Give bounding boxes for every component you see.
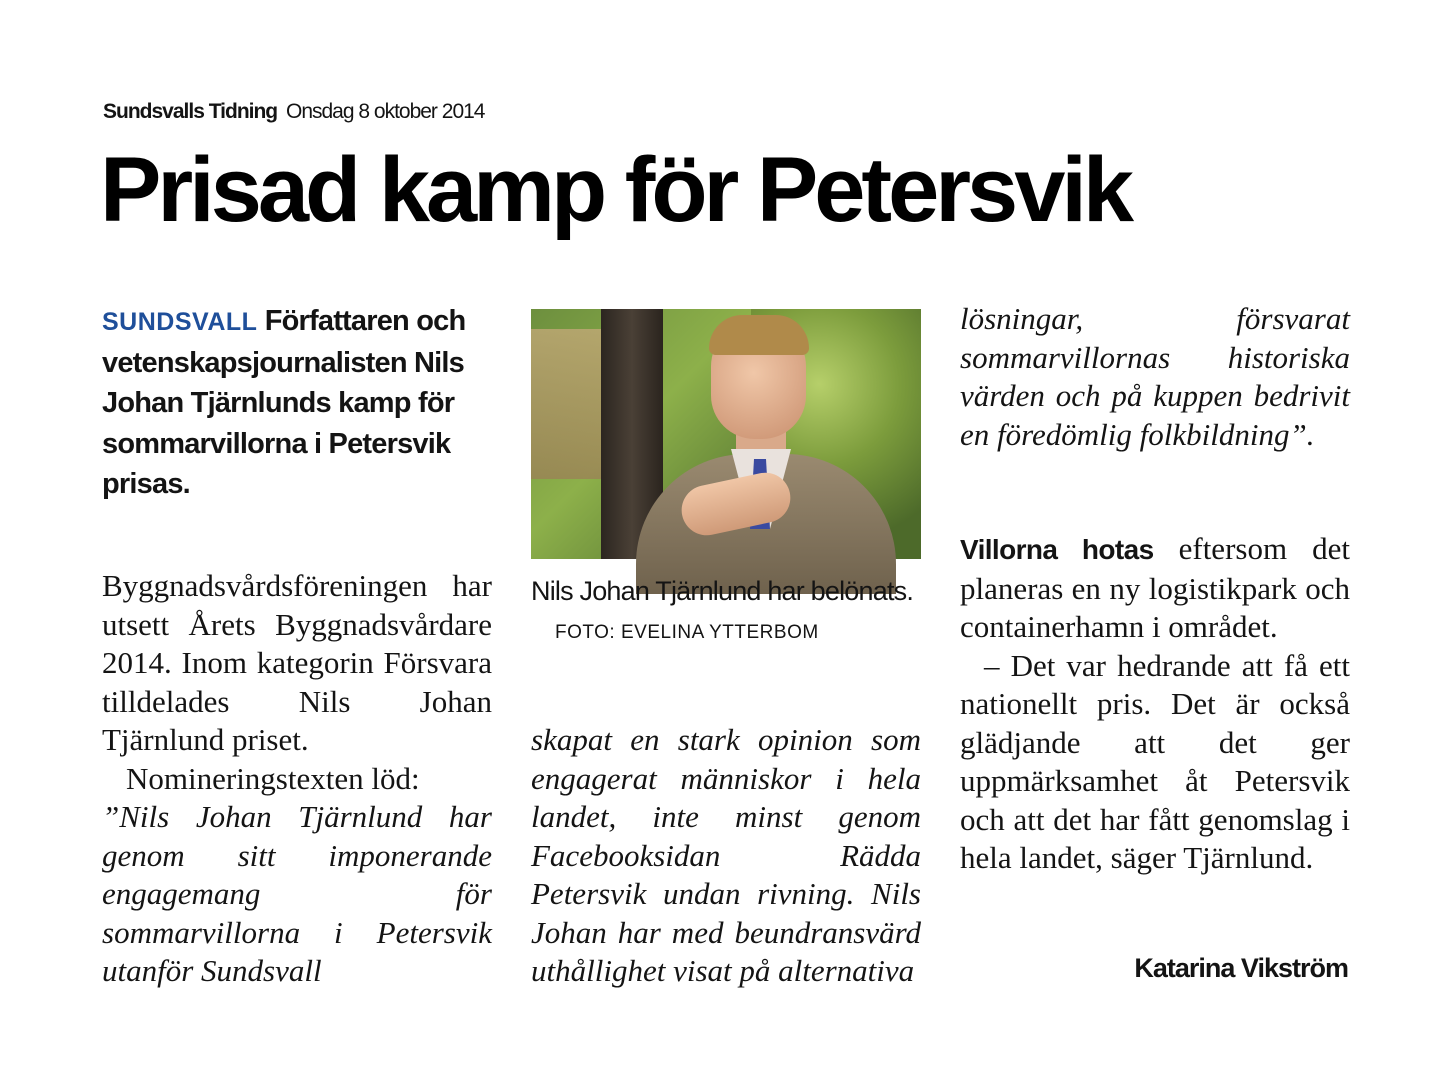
lead-text: Författaren och vetenskapsjournalisten Nils Johan Tjärnlunds kamp för sommarvillorna i Petersvik prisas. <box>102 305 466 500</box>
photo-credit: FOTO: EVELINA YTTERBOM <box>555 622 819 643</box>
masthead <box>103 100 484 124</box>
publication-date: Onsdag 8 oktober 2014 <box>285 100 485 123</box>
quote-text-end: lösningar, försvarat sommarvillornas historiska värden och på kuppen bedrivit en föredömlig folkbildning”. <box>960 301 1350 452</box>
body-column-3-quote <box>960 300 1350 454</box>
headline: Prisad kamp för Petersvik <box>100 139 1131 241</box>
quote-text <box>102 798 492 988</box>
quote-text-continued: skapat en stark opinion som engagerat människor i hela landet, inte minst genom Facebooksidan Rädda Petersvik undan rivning. Nils Johan har med beundransvärd uthållighet visat på alternativa <box>531 722 921 988</box>
photo-hair <box>709 315 809 355</box>
paragraph-lead-in: Villorna hotas <box>960 534 1154 565</box>
body-paragraph: Byggnadsvårdsföreningen har utsett Årets Byggnadsvårdare 2014. Inom kategorin Försvara tilldelades Nils Johan Tjärnlund priset. <box>102 568 492 757</box>
body-column-2 <box>531 721 921 991</box>
body-column-1 <box>102 567 492 988</box>
body-column-3 <box>960 530 1350 878</box>
photo-caption <box>531 572 931 652</box>
quote-part: ”Nils Johan Tjärnlund har genom sitt imponerande engagemang för sommarvillorna i Petersvik utanför Sundsvall <box>102 799 492 988</box>
lead-paragraph <box>102 301 494 505</box>
dateline: SUNDSVALL <box>102 308 258 336</box>
quote-paragraph: – Det var hedrande att få ett nationellt pris. Det är också glädjande att det ger uppmärksamhet åt Petersvik och att det har fått genomslag i hela landet, säger Tjärnlund. <box>960 647 1350 875</box>
body-paragraph <box>960 530 1350 647</box>
article-photo <box>531 309 921 559</box>
body-paragraph: Nomineringstexten löd: <box>126 760 420 796</box>
byline: Katarina Vikström <box>1134 953 1348 983</box>
paragraph-text: eftersom det planeras en ny logistikpark och containerhamn i området. <box>960 531 1350 644</box>
newspaper-name: Sundsvalls Tidning <box>103 100 278 123</box>
caption-text: Nils Johan Tjärnlund har belönats. <box>531 576 914 606</box>
